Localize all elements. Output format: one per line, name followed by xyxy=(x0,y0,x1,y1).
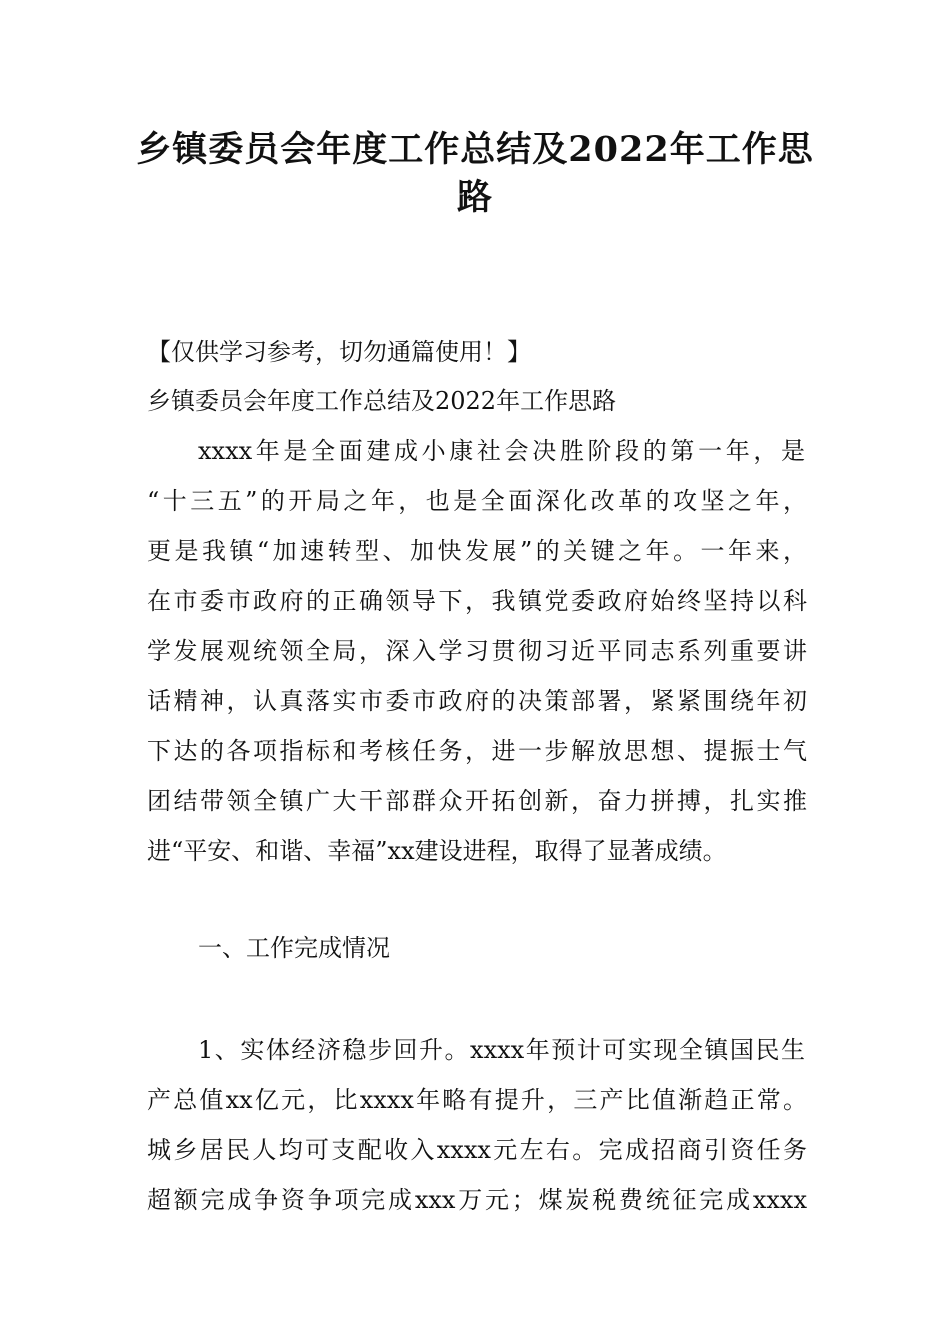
paragraph-line: xxxx年是全面建成小康社会决胜阶段的第一年，是 xyxy=(198,437,805,465)
paragraph-line: 1、实体经济稳步回升。xxxx年预计可实现全镇国民生 xyxy=(198,1036,805,1064)
paragraph-line: 进“平安、和谐、幸福”xx建设进程，取得了显著成绩。 xyxy=(147,837,727,865)
paragraph-line: 下达的各项指标和考核任务，进一步解放思想、提振士气 xyxy=(147,737,807,765)
paragraph-line: 学发展观统领全局，深入学习贯彻习近平同志系列重要讲 xyxy=(147,637,807,665)
document-title: 乡镇委员会年度工作总结及2022年工作思路 xyxy=(136,129,814,218)
paragraph-line: 在市委市政府的正确领导下，我镇党委政府始终坚持以科 xyxy=(147,587,807,615)
paragraph-line: 更是我镇“加速转型、加快发展”的关键之年。一年来， xyxy=(147,537,807,565)
document-subtitle: 乡镇委员会年度工作总结及2022年工作思路 xyxy=(147,387,617,415)
paragraph-line: 话精神，认真落实市委市政府的决策部署，紧紧围绕年初 xyxy=(147,687,807,715)
paragraph-line: 城乡居民人均可支配收入xxxx元左右。完成招商引资任务 xyxy=(147,1136,807,1164)
paragraph-line: 超额完成争资争项完成xxx万元；煤炭税费统征完成xxxx xyxy=(147,1186,807,1214)
paragraph-line: “十三五”的开局之年，也是全面深化改革的攻坚之年， xyxy=(147,487,807,515)
section-heading: 一、工作完成情况 xyxy=(198,934,390,962)
paragraph-line: 产总值xx亿元，比xxxx年略有提升，三产比值渐趋正常。 xyxy=(147,1086,807,1114)
usage-notice: 【仅供学习参考，切勿通篇使用！】 xyxy=(147,338,531,366)
paragraph-line: 团结带领全镇广大干部群众开拓创新，奋力拼搏，扎实推 xyxy=(147,787,807,815)
